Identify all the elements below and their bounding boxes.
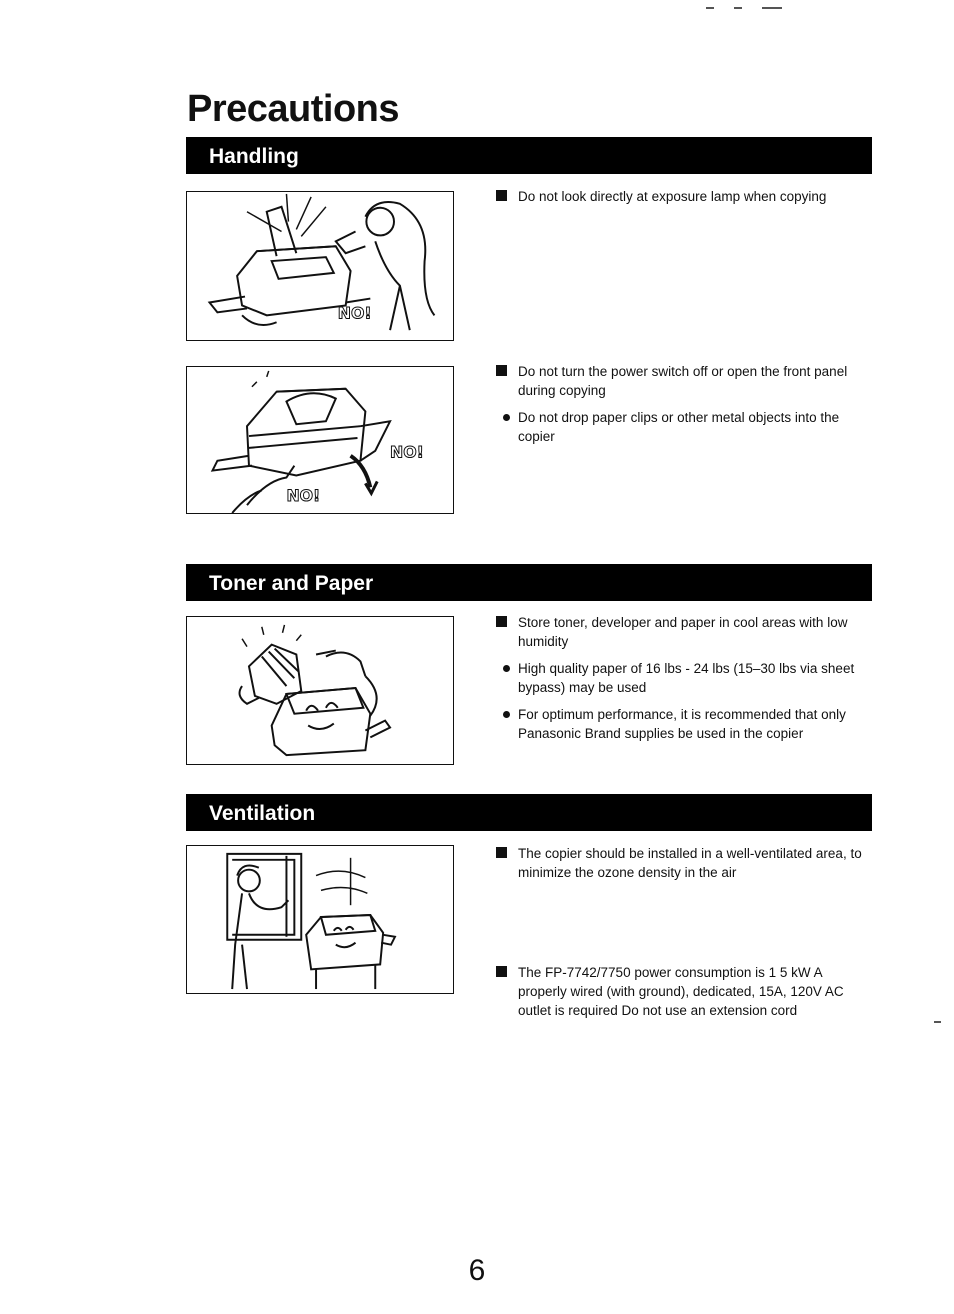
square-bullet-icon	[496, 190, 507, 201]
precaution-text: Do not drop paper clips or other metal objects into the copier	[518, 410, 840, 444]
illustration-power-switch	[186, 366, 454, 514]
scan-mark	[934, 1021, 941, 1023]
svg-text:NO!: NO!	[337, 303, 372, 323]
square-bullet-icon	[496, 616, 507, 627]
scan-mark	[734, 7, 742, 9]
no-label	[338, 303, 372, 322]
precaution-item	[496, 705, 871, 743]
precaution-item	[496, 659, 871, 697]
illustration-exposure-lamp	[186, 191, 454, 341]
precaution-text: The copier should be installed in a well-ventilated area, to minimize the ozone density in the air	[518, 846, 862, 880]
precaution-text: High quality paper of 16 lbs - 24 lbs (15–30 lbs via sheet bypass) may be used	[518, 661, 855, 695]
precaution-item	[496, 187, 871, 206]
section-heading-handling: Handling	[186, 137, 872, 174]
round-bullet-icon	[503, 414, 510, 421]
svg-text:NO!: NO!	[390, 442, 424, 462]
page-title: Precautions	[187, 88, 400, 130]
svg-text:NO!: NO!	[286, 486, 321, 506]
precaution-item	[496, 408, 871, 446]
scan-mark	[762, 7, 782, 9]
precaution-text: Do not look directly at exposure lamp when copying	[518, 189, 827, 204]
section-heading-ventilation: Ventilation	[186, 794, 872, 831]
round-bullet-icon	[503, 665, 510, 672]
precaution-text: The FP-7742/7750 power consumption is 1 5 kW A properly wired (with ground), dedicated, 15A, 120V AC outlet is required Do not use an extension cord	[518, 965, 844, 1018]
round-bullet-icon	[503, 711, 510, 718]
scan-mark	[706, 7, 714, 9]
section-heading-toner-and-paper: Toner and Paper	[186, 564, 872, 601]
precaution-item	[496, 844, 871, 882]
square-bullet-icon	[496, 365, 507, 376]
illustration-ventilation	[186, 845, 454, 994]
precaution-text: Store toner, developer and paper in cool areas with low humidity	[518, 615, 848, 649]
illustration-toner-storage	[186, 616, 454, 765]
square-bullet-icon	[496, 966, 507, 977]
square-bullet-icon	[496, 847, 507, 858]
page-number: 6	[468, 1254, 486, 1287]
precaution-item	[496, 613, 871, 651]
precaution-text: For optimum performance, it is recommended that only Panasonic Brand supplies be used in the copier	[518, 707, 846, 741]
precaution-item	[496, 963, 871, 1020]
precaution-text: Do not turn the power switch off or open the front panel during copying	[518, 364, 848, 398]
precaution-item	[496, 362, 871, 400]
